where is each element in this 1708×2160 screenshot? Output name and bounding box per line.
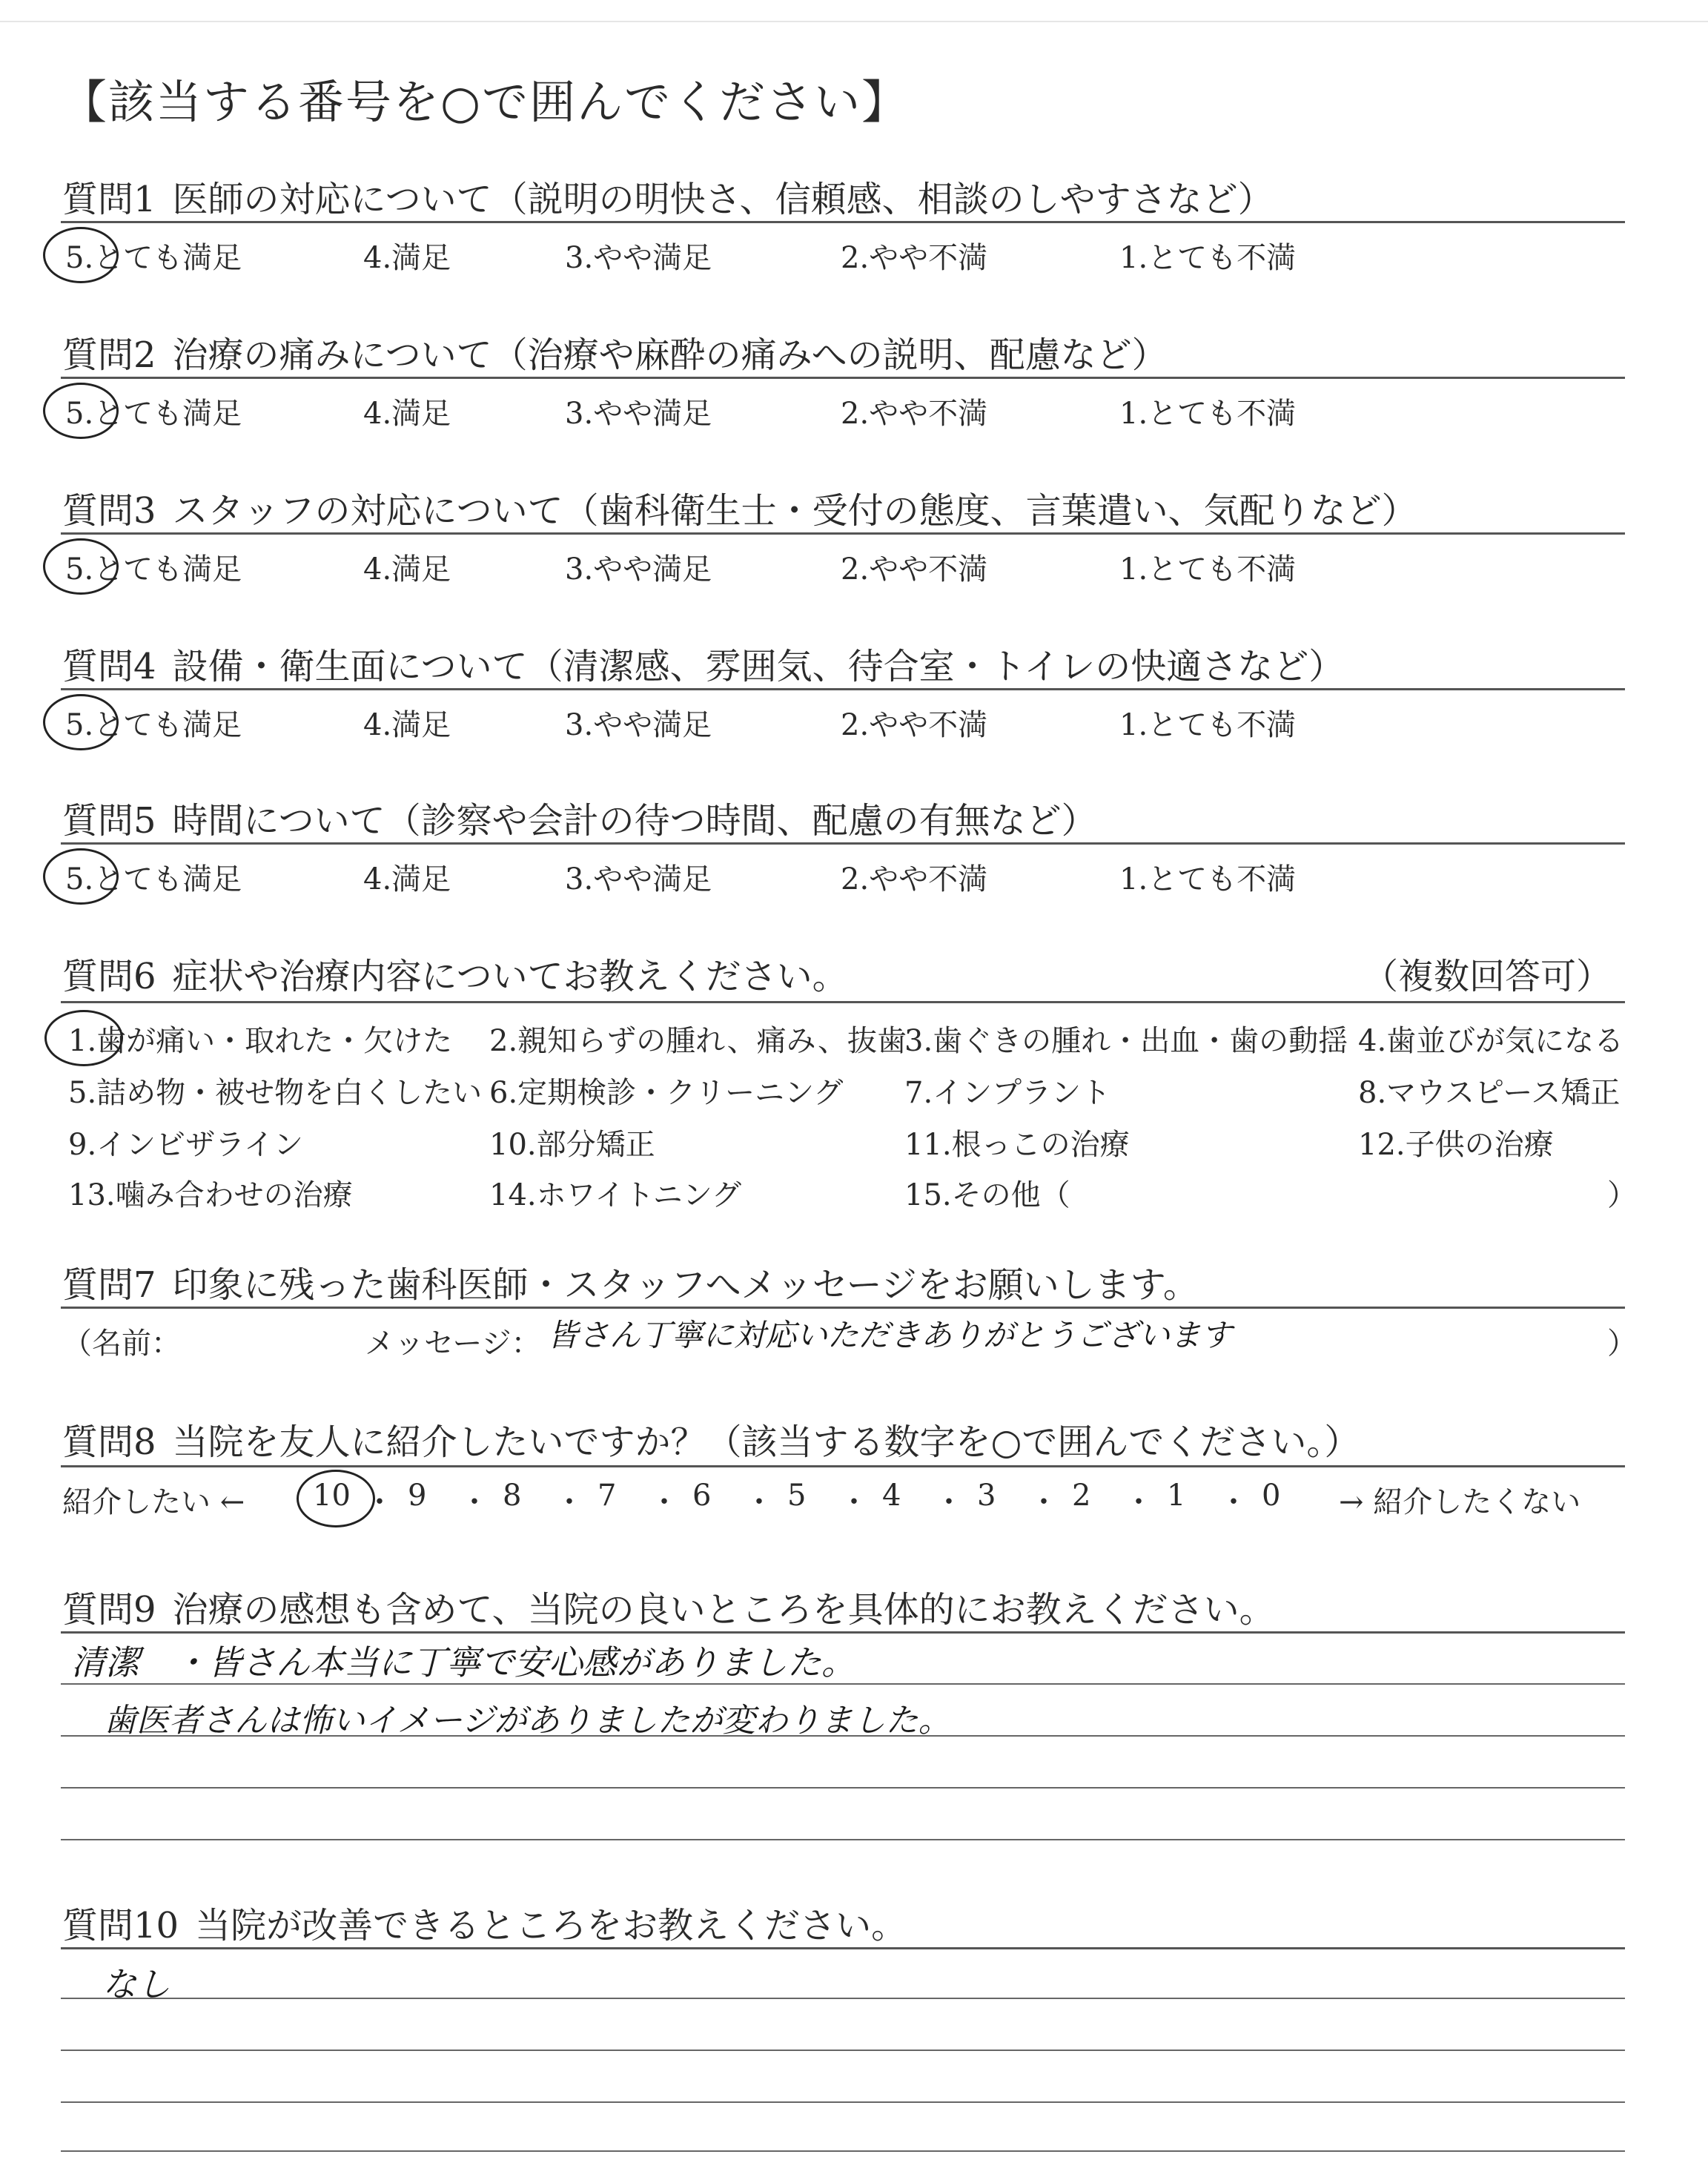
q6-option-3[interactable]: 3.歯ぐきの腫れ・出血・歯の動揺 [904, 1024, 1348, 1058]
q6-option-14[interactable]: 14.ホワイトニング [489, 1178, 742, 1212]
q6-option-9[interactable]: 9.インビザライン [68, 1128, 303, 1162]
question-number: 質問6 [62, 956, 156, 997]
question-9-title [62, 1581, 1275, 1632]
scale-value-9[interactable]: 9 [408, 1479, 427, 1513]
answer-line [61, 1787, 1625, 1789]
question-text: 時間について（診察や会計の待つ時間、配慮の有無など） [172, 800, 1097, 842]
question-text: 設備・衛生面について（清潔感、雰囲気、待合室・トイレの快適さなど） [172, 646, 1345, 687]
q2-option-4[interactable]: 4.満足 [363, 397, 451, 431]
question-10-rule [61, 1947, 1625, 1949]
message-close-paren: ） [1607, 1327, 1637, 1361]
message-label: メッセージ： [365, 1327, 541, 1361]
scale-separator: ・ [744, 1485, 774, 1519]
question-5-rule [61, 842, 1625, 845]
question-3-title [62, 482, 1417, 533]
q6-option-10[interactable]: 10.部分矯正 [489, 1128, 655, 1162]
q4-selection-circle [43, 694, 119, 750]
q1-selection-circle [43, 227, 119, 283]
question-number: 質問9 [62, 1589, 156, 1631]
q1-option-1[interactable]: 1.とても不満 [1119, 241, 1297, 275]
q9-answer-line-2[interactable]: 歯医者さんは怖いイメージがありましたが変わりました。 [104, 1702, 951, 1740]
question-number: 質問7 [62, 1264, 156, 1306]
scale-separator: ・ [365, 1485, 394, 1519]
q8-selection-circle [297, 1470, 375, 1527]
question-text: 当院を友人に紹介したいですか？（該当する数字を○で囲んでください。） [172, 1421, 1360, 1463]
scale-value-1[interactable]: 1 [1167, 1479, 1186, 1513]
q6-selection-circle [44, 1010, 123, 1066]
question-text: 印象に残った歯科医師・スタッフへメッセージをお願いします。 [172, 1264, 1199, 1306]
q10-answer-line-1[interactable]: なし [102, 1964, 171, 2004]
q1-option-4[interactable]: 4.満足 [363, 241, 451, 275]
question-6-rule [61, 1001, 1625, 1003]
scale-value-0[interactable]: 0 [1262, 1479, 1281, 1513]
scale-value-8[interactable]: 8 [503, 1479, 522, 1513]
q9-answer-line-1[interactable]: 清潔 ・皆さん本当に丁寧で安心感がありました。 [71, 1642, 855, 1682]
question-text: スタッフの対応について（歯科衛生士・受付の態度、言葉遣い、気配りなど） [172, 490, 1417, 532]
q2-option-5[interactable]: 5.とても満足 [65, 397, 242, 431]
q1-option-5[interactable]: 5.とても満足 [65, 241, 242, 275]
scale-value-5[interactable]: 5 [787, 1479, 807, 1513]
q6-option-5[interactable]: 5.詰め物・被せ物を白くしたい [68, 1076, 483, 1110]
question-10-title [62, 1897, 907, 1948]
q3-selection-circle [43, 538, 119, 595]
q2-option-2[interactable]: 2.やや不満 [841, 397, 988, 431]
q5-option-3[interactable]: 3.やや満足 [565, 862, 712, 896]
question-2-rule [61, 377, 1625, 379]
question-text: 当院が改善できるところをお教えください。 [195, 1905, 907, 1946]
q5-option-1[interactable]: 1.とても不満 [1119, 862, 1297, 896]
q6-option-11[interactable]: 11.根っこの治療 [904, 1128, 1130, 1162]
q6-option-12[interactable]: 12.子供の治療 [1358, 1128, 1554, 1162]
recommend-right-label: → 紹介したくない [1339, 1485, 1581, 1519]
q5-option-4[interactable]: 4.満足 [363, 862, 451, 896]
question-4-title [62, 638, 1344, 689]
answer-line [61, 2101, 1625, 2103]
scale-separator: ・ [1124, 1485, 1153, 1519]
name-label: （名前： [62, 1327, 181, 1361]
question-text: 症状や治療内容についてお教えください。 [172, 956, 848, 997]
question-9-rule [61, 1631, 1625, 1634]
q2-option-3[interactable]: 3.やや満足 [565, 397, 712, 431]
scale-value-4[interactable]: 4 [882, 1479, 901, 1513]
q1-option-3[interactable]: 3.やや満足 [565, 241, 712, 275]
question-number: 質問5 [62, 800, 156, 842]
question-number: 質問3 [62, 490, 156, 532]
question-number: 質問2 [62, 334, 156, 376]
question-number: 質問1 [62, 179, 156, 220]
q6-other-close-paren: ） [1607, 1178, 1637, 1212]
question-8-rule [61, 1465, 1625, 1467]
q6-option-6[interactable]: 6.定期検診・クリーニング [489, 1076, 844, 1110]
scale-value-7[interactable]: 7 [598, 1479, 617, 1513]
q6-option-2[interactable]: 2.親知らずの腫れ、痛み、抜歯 [489, 1024, 907, 1058]
scale-separator: ・ [1219, 1485, 1248, 1519]
scale-separator: ・ [460, 1485, 489, 1519]
scan-edge [0, 21, 1708, 22]
recommend-left-label: 紹介したい ← [62, 1485, 245, 1519]
answer-line [61, 2050, 1625, 2051]
q3-option-3[interactable]: 3.やや満足 [565, 552, 712, 587]
answer-line [61, 1839, 1625, 1840]
scale-value-6[interactable]: 6 [692, 1479, 712, 1513]
question-4-rule [61, 688, 1625, 690]
question-text: 医師の対応について（説明の明快さ、信頼感、相談のしやすさなど） [172, 179, 1274, 220]
answer-line [61, 1998, 1625, 1999]
q3-option-1[interactable]: 1.とても不満 [1119, 552, 1297, 587]
q4-option-4[interactable]: 4.満足 [363, 708, 451, 742]
q6-option-1[interactable]: 1.歯が痛い・取れた・欠けた [68, 1024, 453, 1058]
q6-option-13[interactable]: 13.噛み合わせの治療 [68, 1178, 353, 1212]
question-2-title [62, 326, 1168, 377]
question-number: 質問4 [62, 646, 156, 687]
answer-line [61, 2150, 1625, 2152]
question-3-rule [61, 532, 1625, 535]
question-7-rule [61, 1307, 1625, 1309]
q1-option-2[interactable]: 2.やや不満 [841, 241, 988, 275]
q5-option-2[interactable]: 2.やや不満 [841, 862, 988, 896]
scale-separator: ・ [839, 1485, 869, 1519]
q5-selection-circle [43, 848, 119, 905]
question-number: 質問10 [62, 1905, 179, 1946]
question-text: 治療の痛みについて（治療や麻酔の痛みへの説明、配慮など） [172, 334, 1168, 376]
q3-option-5[interactable]: 5.とても満足 [65, 552, 242, 587]
scale-value-3[interactable]: 3 [977, 1479, 996, 1513]
q6-option-4[interactable]: 4.歯並びが気になる [1358, 1024, 1624, 1058]
scale-separator: ・ [934, 1485, 964, 1519]
question-7-title [62, 1256, 1199, 1307]
q3-option-2[interactable]: 2.やや不満 [841, 552, 988, 587]
q2-selection-circle [43, 383, 119, 439]
q2-option-1[interactable]: 1.とても不満 [1119, 397, 1297, 431]
scale-value-10[interactable]: 10 [313, 1479, 351, 1513]
question-6-title [62, 948, 848, 999]
question-text: 治療の感想も含めて、当院の良いところを具体的にお教えください。 [172, 1589, 1275, 1631]
multiple-answer-note: （複数回答可） [1363, 956, 1612, 997]
question-8-title [62, 1413, 1360, 1464]
q4-option-2[interactable]: 2.やや不満 [841, 708, 988, 742]
q6-option-15[interactable]: 15.その他（ [904, 1178, 1070, 1212]
scale-separator: ・ [555, 1485, 584, 1519]
question-5-title [62, 792, 1097, 843]
q6-option-8[interactable]: 8.マウスピース矯正 [1358, 1076, 1621, 1110]
page-title: 【該当する番号を○で囲んでください】 [61, 75, 910, 129]
question-number: 質問8 [62, 1421, 156, 1463]
scale-value-2[interactable]: 2 [1072, 1479, 1091, 1513]
q3-option-4[interactable]: 4.満足 [363, 552, 451, 587]
question-1-title [62, 171, 1274, 222]
scale-separator: ・ [1029, 1485, 1059, 1519]
scale-separator: ・ [649, 1485, 679, 1519]
q4-option-3[interactable]: 3.やや満足 [565, 708, 712, 742]
q6-option-7[interactable]: 7.インプラント [904, 1076, 1111, 1110]
q4-option-5[interactable]: 5.とても満足 [65, 708, 242, 742]
q4-option-1[interactable]: 1.とても不満 [1119, 708, 1297, 742]
q5-option-5[interactable]: 5.とても満足 [65, 862, 242, 896]
message-answer[interactable]: 皆さん丁寧に対応いただきありがとうございます [547, 1317, 1233, 1353]
question-1-rule [61, 221, 1625, 223]
